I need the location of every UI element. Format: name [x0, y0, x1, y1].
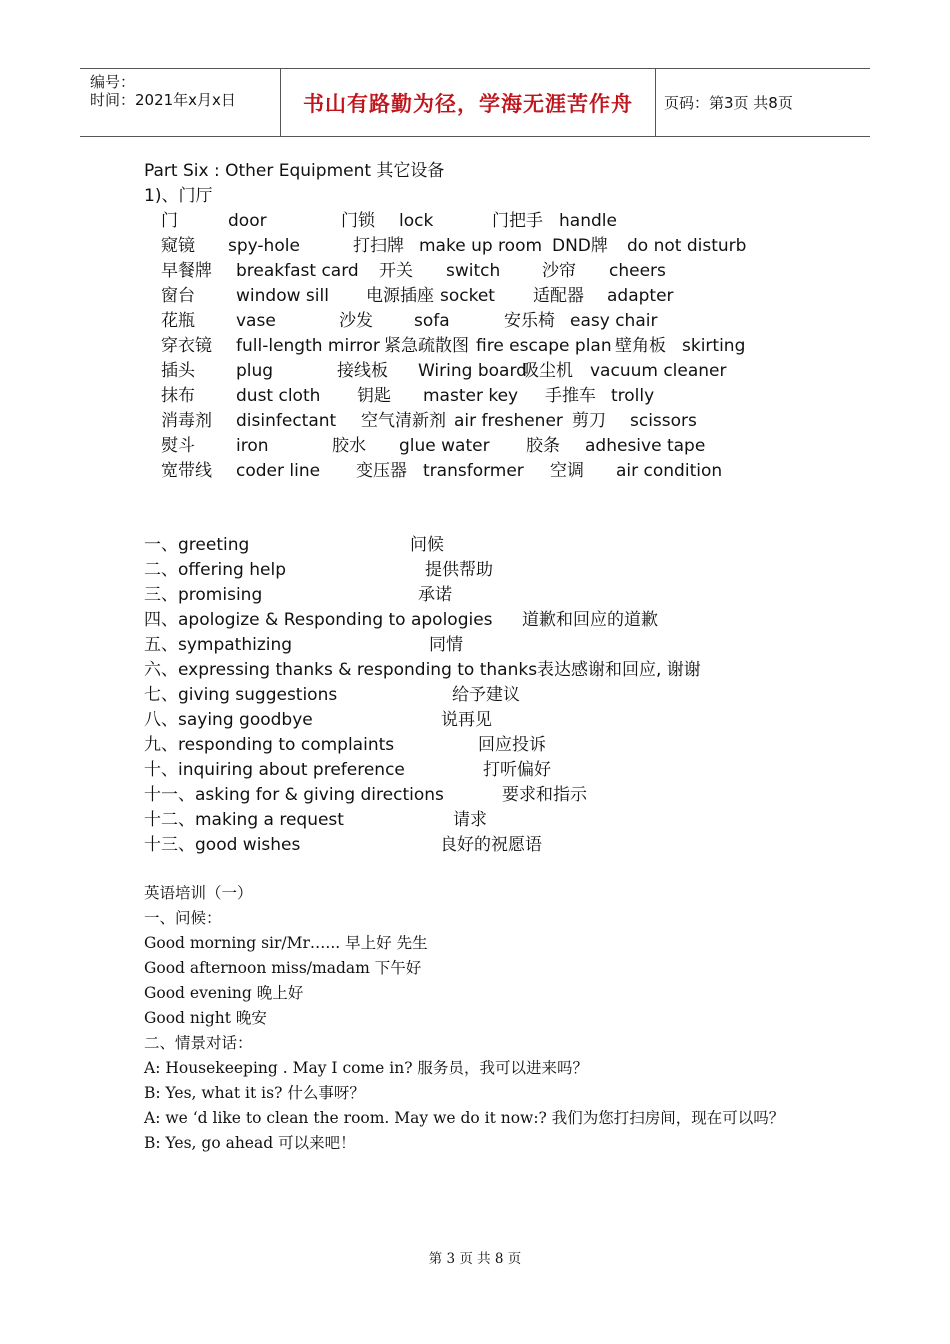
- vocab-term-en: coder line: [236, 461, 321, 481]
- vocab-term-en: switch: [446, 261, 501, 281]
- page-header: [80, 68, 870, 137]
- topic-item: 八、saying goodbye: [144, 710, 313, 730]
- vocab-term-en: vacuum cleaner: [590, 361, 727, 381]
- vocab-term-zh: 沙帘: [542, 261, 576, 281]
- header-left-cell: [80, 69, 280, 136]
- vocab-term-en: skirting: [682, 336, 746, 356]
- vocab-term-en: lock: [399, 211, 434, 231]
- topic-translation: 给予建议: [452, 685, 520, 705]
- vocab-term-en: spy-hole: [228, 236, 300, 256]
- topic-item: 十一、asking for & giving directions: [144, 785, 444, 805]
- vocab-term-en: handle: [559, 211, 617, 231]
- vocab-term-en: master key: [423, 386, 519, 406]
- vocab-term-en: door: [228, 211, 267, 231]
- header-right-cell: [655, 69, 870, 136]
- vocab-term-zh: 穿衣镜: [161, 336, 212, 356]
- vocab-term-zh: 消毒剂: [161, 411, 212, 431]
- vocab-term-zh: DND牌: [552, 236, 608, 256]
- topic-translation: 说再见: [441, 710, 492, 730]
- vocab-term-en: vase: [236, 311, 276, 331]
- page-footer: 第 3 页 共 8 页: [428, 1251, 522, 1267]
- vocab-term-zh: 紧急疏散图: [384, 336, 469, 356]
- vocab-term-en: Wiring board: [418, 361, 527, 381]
- vocab-term-zh: 宽带线: [161, 461, 212, 481]
- vocab-term-zh: 门: [161, 211, 178, 231]
- vocab-term-zh: 沙发: [339, 311, 373, 331]
- topic-translation: 请求: [453, 810, 487, 830]
- topic-translation: 表达感谢和回应, 谢谢: [537, 660, 701, 680]
- topic-translation: 同情: [429, 635, 463, 655]
- topic-item: 四、apologize & Responding to apologies: [144, 610, 493, 630]
- vocab-term-en: trolly: [611, 386, 655, 406]
- topic-translation: 提供帮助: [425, 560, 493, 580]
- document-number-label: 编号：: [90, 73, 136, 91]
- vocab-term-zh: 胶条: [526, 436, 560, 456]
- vocab-term-en: cheers: [609, 261, 666, 281]
- motto: 书山有路勤为径，学海无涯苦作舟: [303, 91, 633, 116]
- vocab-term-en: iron: [236, 436, 269, 456]
- vocab-term-en: air condition: [616, 461, 723, 481]
- topic-item: 三、promising: [144, 585, 263, 605]
- vocab-term-en: do not disturb: [627, 236, 747, 256]
- topic-item: 六、expressing thanks & responding to thanks: [144, 660, 538, 680]
- vocab-term-zh: 电源插座: [366, 286, 434, 306]
- topic-item: 十三、good wishes: [144, 835, 301, 855]
- training-line: Good night 晚安: [144, 1009, 267, 1027]
- vocab-term-zh: 剪刀: [572, 411, 606, 431]
- vocab-term-en: breakfast card: [236, 261, 359, 281]
- topic-item: 十二、making a request: [144, 810, 344, 830]
- topic-item: 十、inquiring about preference: [144, 760, 405, 780]
- topic-item: 二、offering help: [144, 560, 287, 580]
- vocab-term-zh: 熨斗: [161, 436, 195, 456]
- topic-translation: 打听偏好: [483, 760, 551, 780]
- vocab-term-en: glue water: [399, 436, 490, 456]
- vocab-term-zh: 空气清新剂: [361, 411, 446, 431]
- training-line: B: Yes, go ahead 可以来吧！: [144, 1134, 356, 1152]
- vocab-term-en: adapter: [607, 286, 674, 306]
- vocab-term-zh: 手推车: [545, 386, 596, 406]
- vocab-term-en: sofa: [414, 311, 450, 331]
- topic-item: 五、sympathizing: [144, 635, 293, 655]
- vocab-term-zh: 壁角板: [615, 336, 666, 356]
- vocab-term-zh: 打扫牌: [353, 236, 404, 256]
- topic-item: 九、responding to complaints: [144, 735, 395, 755]
- topic-translation: 道歉和回应的道歉: [522, 610, 658, 630]
- section-subtitle: 1)、门厅: [144, 186, 213, 206]
- vocab-term-zh: 接线板: [337, 361, 388, 381]
- vocab-term-en: scissors: [630, 411, 697, 431]
- vocab-term-en: air freshener: [454, 411, 563, 431]
- vocab-term-en: disinfectant: [236, 411, 337, 431]
- training-line: A: Housekeeping . May I come in? 服务员，我可以进来吗？: [144, 1059, 588, 1077]
- vocab-term-en: full-length mirror: [236, 336, 380, 356]
- header-center-cell: [280, 69, 656, 136]
- vocab-term-zh: 早餐牌: [161, 261, 212, 281]
- topic-item: 七、giving suggestions: [144, 685, 338, 705]
- topic-translation: 回应投诉: [478, 735, 546, 755]
- vocab-term-zh: 空调: [550, 461, 584, 481]
- vocab-term-zh: 变压器: [356, 461, 407, 481]
- vocab-term-en: easy chair: [570, 311, 658, 331]
- training-line: Good afternoon miss/madam 下午好: [144, 959, 422, 977]
- training-line: B: Yes, what it is? 什么事呀？: [144, 1084, 365, 1102]
- training-line: Good evening 晚上好: [144, 984, 304, 1002]
- topic-translation: 要求和指示: [502, 785, 587, 805]
- training-line: 英语培训（一）: [144, 884, 253, 902]
- vocab-term-zh: 插头: [161, 361, 195, 381]
- vocab-term-en: socket: [440, 286, 495, 306]
- topic-item: 一、greeting: [144, 535, 250, 555]
- training-line: 一、问候：: [144, 909, 222, 927]
- page-info: 页码：第3页 共8页: [664, 94, 793, 112]
- vocab-term-en: transformer: [423, 461, 524, 481]
- vocab-term-en: fire escape plan: [476, 336, 612, 356]
- vocab-term-zh: 安乐椅: [504, 311, 555, 331]
- topic-translation: 问候: [410, 535, 444, 555]
- vocab-term-zh: 花瓶: [161, 311, 195, 331]
- vocab-term-en: window sill: [236, 286, 329, 306]
- vocab-term-zh: 门锁: [341, 211, 375, 231]
- training-line: Good morning sir/Mr…... 早上好 先生: [144, 934, 428, 952]
- vocab-term-zh: 开关: [379, 261, 413, 281]
- vocab-term-zh: 钥匙: [357, 386, 391, 406]
- vocab-term-zh: 胶水: [332, 436, 366, 456]
- vocab-term-en: dust cloth: [236, 386, 321, 406]
- vocab-term-zh: 吸尘机: [522, 361, 573, 381]
- vocab-term-en: adhesive tape: [585, 436, 706, 456]
- date-line: 时间：2021年x月x日: [90, 91, 236, 109]
- vocab-term-en: make up room: [419, 236, 543, 256]
- vocab-term-en: plug: [236, 361, 274, 381]
- vocab-term-zh: 窥镜: [161, 236, 195, 256]
- topic-translation: 承诺: [418, 585, 452, 605]
- vocab-term-zh: 抹布: [161, 386, 195, 406]
- vocab-term-zh: 适配器: [533, 286, 584, 306]
- vocab-term-zh: 窗台: [161, 286, 195, 306]
- vocab-term-zh: 门把手: [492, 211, 543, 231]
- training-line: A: we ‘d like to clean the room. May we do it now:? 我们为您打扫房间，现在可以吗？: [144, 1109, 785, 1127]
- section-title: Part Six : Other Equipment 其它设备: [144, 161, 445, 181]
- training-line: 二、情景对话：: [144, 1034, 253, 1052]
- topic-translation: 良好的祝愿语: [440, 835, 542, 855]
